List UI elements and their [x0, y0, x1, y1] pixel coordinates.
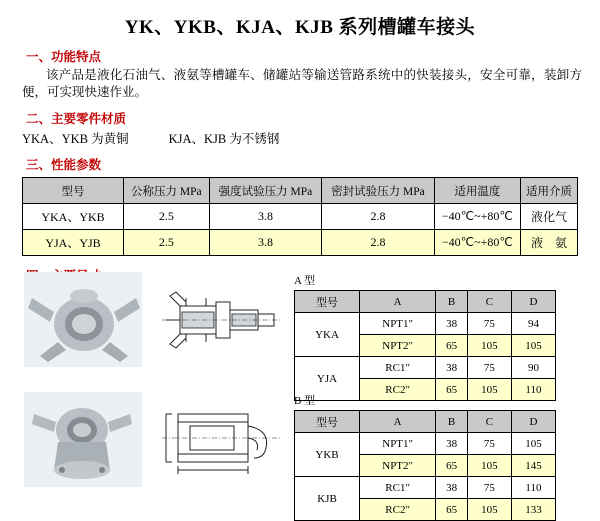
product-photo-b [24, 392, 142, 487]
col-header-c: C [467, 291, 511, 313]
drawing-coupling-b [160, 392, 280, 487]
material-text-a: YKA、YKB 为黄铜 [22, 132, 129, 146]
cell-c: 75 [467, 477, 511, 499]
photo-coupling-b [24, 392, 142, 487]
col-header-temperature: 适用温度 [434, 178, 520, 204]
cell-seal-pressure: 2.8 [322, 230, 435, 256]
table-row [295, 433, 556, 455]
cell-b: 65 [436, 499, 468, 521]
drawing-coupling-a-svg [160, 272, 284, 367]
product-drawing-a [160, 272, 280, 367]
drawing-coupling-b-svg [160, 392, 284, 487]
cell-a: RC2" [360, 499, 436, 521]
col-header-strength-pressure: 强度试验压力 MPa [209, 178, 322, 204]
drawing-coupling-a [160, 272, 280, 367]
table-row [295, 357, 556, 379]
cell-c: 105 [467, 335, 511, 357]
performance-table [22, 177, 578, 256]
table-header-row [295, 411, 556, 433]
cell-d: 133 [511, 499, 555, 521]
cell-b: 38 [436, 357, 468, 379]
col-header-model: 型号 [23, 178, 124, 204]
section-heading-features: 一、功能特点 [26, 50, 102, 64]
cell-model: YKB [295, 433, 360, 477]
type-label-a: A 型 [294, 275, 316, 287]
cell-model: YKA、YKB [23, 204, 124, 230]
cell-a: NPT1" [360, 313, 436, 335]
cell-c: 75 [467, 433, 511, 455]
col-header-medium: 适用介质 [520, 178, 577, 204]
col-header-c: C [467, 411, 511, 433]
col-header-nominal-pressure: 公称压力 MPa [124, 178, 210, 204]
material-line [22, 129, 600, 147]
cell-b: 65 [436, 335, 468, 357]
cell-d: 110 [511, 477, 555, 499]
page-title: YK、YKB、KJA、KJB 系列槽罐车接头 [124, 17, 476, 38]
cell-temperature: −40℃~+80℃ [434, 204, 520, 230]
cell-model: YKA [295, 313, 360, 357]
table-row [23, 204, 578, 230]
cell-c: 75 [467, 357, 511, 379]
dimension-block-b [294, 392, 556, 521]
col-header-b: B [436, 411, 468, 433]
cell-model: YJA、YJB [23, 230, 124, 256]
cell-model: KJB [295, 477, 360, 521]
cell-d: 90 [511, 357, 555, 379]
cell-b: 38 [436, 433, 468, 455]
table-row [295, 477, 556, 499]
cell-a: RC1" [360, 357, 436, 379]
section-heading-material: 二、主要零件材质 [26, 112, 127, 126]
cell-a: NPT1" [360, 433, 436, 455]
cell-nominal-pressure: 2.5 [124, 204, 210, 230]
col-header-d: D [511, 411, 555, 433]
cell-b: 38 [436, 313, 468, 335]
section-heading-performance: 三、性能参数 [26, 158, 102, 172]
cell-a: RC2" [360, 379, 436, 401]
col-header-model: 型号 [295, 291, 360, 313]
cell-c: 105 [467, 379, 511, 401]
cell-d: 105 [511, 335, 555, 357]
cell-c: 105 [467, 455, 511, 477]
col-header-seal-pressure: 密封试验压力 MPa [322, 178, 435, 204]
cell-temperature: −40℃~+80℃ [434, 230, 520, 256]
table-row [23, 230, 578, 256]
cell-strength-pressure: 3.8 [209, 204, 322, 230]
cell-c: 105 [467, 499, 511, 521]
cell-strength-pressure: 3.8 [209, 230, 322, 256]
cell-medium: 液 氨 [520, 230, 577, 256]
photo-coupling-a [24, 272, 142, 367]
photo-coupling-a-svg [24, 272, 142, 367]
cell-d: 105 [511, 433, 555, 455]
cell-b: 38 [436, 477, 468, 499]
col-header-a: A [360, 291, 436, 313]
cell-d: 110 [511, 379, 555, 401]
col-header-model: 型号 [295, 411, 360, 433]
cell-b: 65 [436, 379, 468, 401]
features-paragraph: 该产品是液化石油气、液氨等槽罐车、储罐站等输送管路系统中的快装接头，安全可靠，装卸方便，可实现快速作业。 [22, 68, 582, 99]
cell-a: NPT2" [360, 335, 436, 357]
table-header-row [23, 178, 578, 204]
cell-seal-pressure: 2.8 [322, 204, 435, 230]
cell-d: 145 [511, 455, 555, 477]
cell-b: 65 [436, 455, 468, 477]
cell-a: RC1" [360, 477, 436, 499]
col-header-d: D [511, 291, 555, 313]
product-photo-a [24, 272, 142, 367]
material-text-b: KJA、KJB 为不锈钢 [168, 132, 280, 146]
cell-d: 94 [511, 313, 555, 335]
cell-model: YJA [295, 357, 360, 401]
col-header-b: B [436, 291, 468, 313]
dimension-table-a [294, 290, 556, 401]
cell-c: 75 [467, 313, 511, 335]
photo-coupling-b-svg [24, 392, 142, 487]
table-row [295, 313, 556, 335]
type-label-b: B 型 [294, 395, 316, 407]
dimension-table-b [294, 410, 556, 521]
col-header-a: A [360, 411, 436, 433]
cell-a: NPT2" [360, 455, 436, 477]
product-drawing-b [160, 392, 280, 487]
table-header-row [295, 291, 556, 313]
cell-nominal-pressure: 2.5 [124, 230, 210, 256]
cell-medium: 液化气 [520, 204, 577, 230]
dimension-block-a [294, 272, 556, 401]
